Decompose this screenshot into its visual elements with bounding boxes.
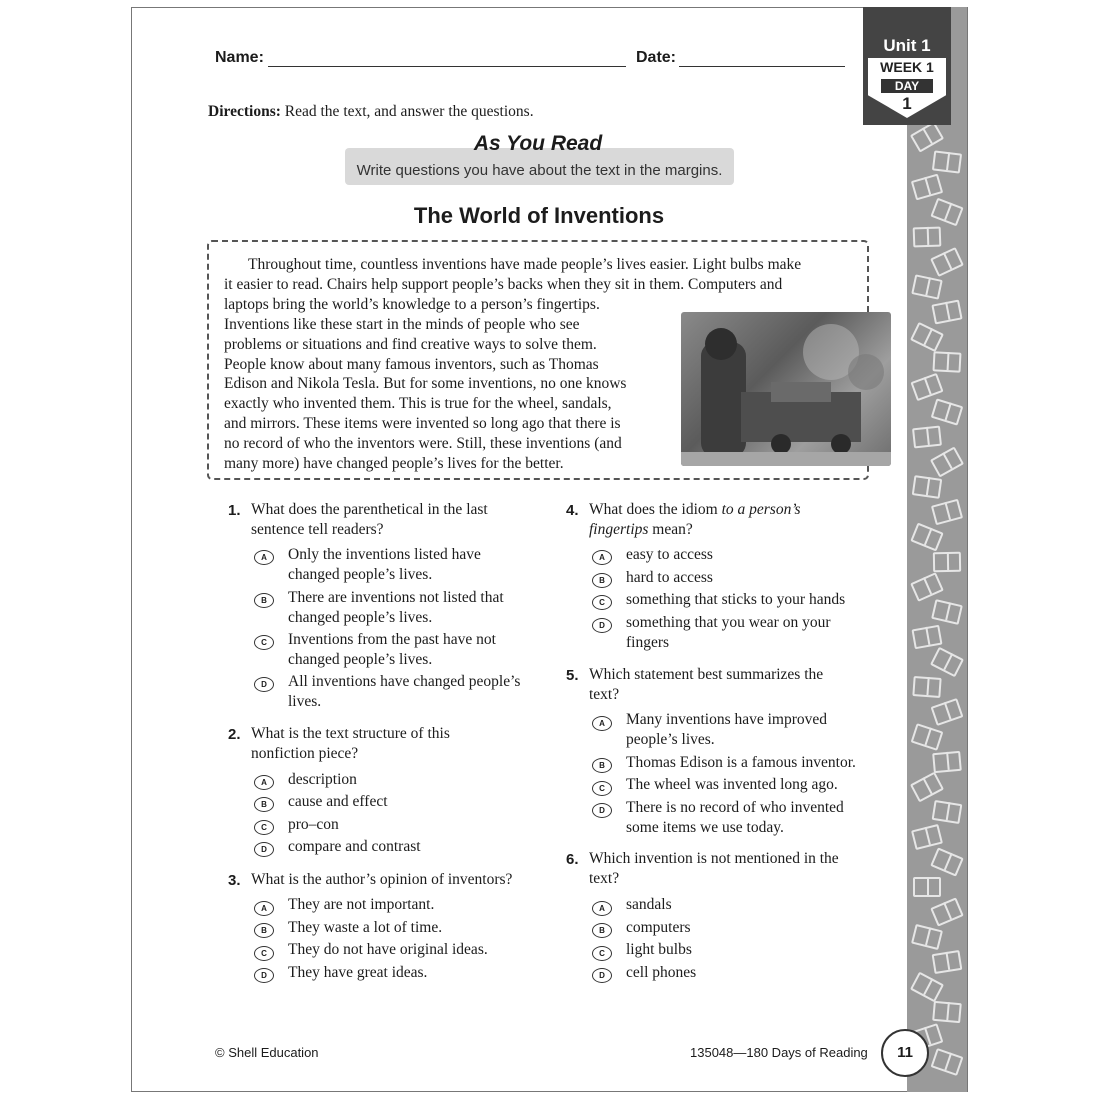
question-4-option-c-bubble[interactable]: C [592, 595, 612, 610]
question-2-option-d: compare and contrast [288, 838, 421, 855]
book-pattern-icon [932, 800, 963, 824]
question-1-option-c: Inventions from the past have not [288, 631, 496, 648]
book-pattern-icon [912, 676, 941, 698]
passage-line: no record of who the inventors were. Still, these inventions (and [224, 435, 622, 452]
question-5-option-a: Many inventions have improved [626, 711, 828, 728]
question-5-option-a: people’s lives. [626, 731, 715, 748]
book-pattern-strip [907, 7, 967, 1092]
week-label: WEEK 1 [880, 59, 934, 75]
question-5-number: 5. [566, 667, 579, 684]
book-pattern-icon [930, 247, 964, 277]
question-2-option-a: description [288, 771, 357, 788]
passage-line: exactly who invented them. This is true for the wheel, sandals, [224, 395, 612, 412]
question-4-option-b: hard to access [626, 569, 713, 586]
question-1-option-b: changed people’s lives. [288, 609, 433, 626]
unit-tab [863, 7, 951, 125]
question-1-number: 1. [228, 502, 241, 519]
question-6-number: 6. [566, 851, 579, 868]
question-4-idiom: to a person’s [721, 501, 801, 518]
day-label: DAY [881, 79, 933, 93]
question-1-option-a: Only the inventions listed have [288, 546, 481, 563]
passage-line: many more) have changed people’s lives for the better. [224, 455, 564, 472]
question-4-option-b-bubble[interactable]: B [592, 573, 612, 588]
question-6-option-a: sandals [626, 896, 672, 913]
question-4-option-d: fingers [626, 634, 670, 651]
book-pattern-icon [930, 446, 964, 477]
passage-title: The World of Inventions [413, 203, 665, 228]
question-4-text-part: mean? [648, 521, 693, 538]
page-number: 11 [881, 1029, 929, 1077]
book-pattern-icon [932, 351, 961, 372]
question-6-option-b: computers [626, 919, 691, 936]
date-label: Date: [636, 49, 677, 66]
question-5-option-b: Thomas Edison is a famous inventor. [626, 754, 856, 771]
question-2-text: nonfiction piece? [251, 745, 359, 762]
question-3-option-c-bubble[interactable]: C [254, 946, 274, 961]
as-you-read-title: As You Read [473, 132, 603, 155]
question-3-option-a-bubble[interactable]: A [254, 901, 274, 916]
book-pattern-icon [910, 572, 944, 602]
passage-line: Throughout time, countless inventions have made people’s lives easier. Light bulbs make [248, 256, 802, 273]
question-3-number: 3. [228, 872, 241, 889]
directions-text: Read the text, and answer the questions. [284, 103, 534, 120]
book-pattern-icon [931, 300, 962, 325]
question-1-option-a-bubble[interactable]: A [254, 550, 274, 565]
book-pattern-icon [911, 625, 942, 650]
question-6-option-d-bubble[interactable]: D [592, 968, 612, 983]
question-5-text: text? [589, 686, 620, 703]
question-1-text: What does the parenthetical in the last [251, 501, 488, 518]
question-4-option-d-bubble[interactable]: D [592, 618, 612, 633]
question-2-text: What is the text structure of this [251, 725, 450, 742]
question-4-option-c: something that sticks to your hands [626, 591, 846, 608]
passage-line: People know about many famous inventors, such as Thomas [224, 356, 599, 373]
question-3-option-d: They have great ideas. [288, 964, 428, 981]
question-4-text [589, 521, 693, 539]
passage-line: it easier to read. Chairs help support people’s backs when they sit in them. Computers and [224, 276, 783, 293]
footer-product: 135048—180 Days of Reading [690, 1045, 868, 1060]
book-pattern-icon [912, 475, 943, 499]
name-field[interactable] [268, 66, 626, 67]
book-pattern-icon [930, 847, 964, 876]
question-6-option-c-bubble[interactable]: C [592, 946, 612, 961]
question-2-option-b: cause and effect [288, 793, 388, 810]
question-1-option-c: changed people’s lives. [288, 651, 433, 668]
question-1-option-d: lives. [288, 693, 322, 710]
passage-line: and mirrors. These items were invented so long ago that there is [224, 415, 621, 432]
question-2-option-a-bubble[interactable]: A [254, 775, 274, 790]
question-3-option-c: They do not have original ideas. [288, 941, 488, 958]
question-6-option-c: light bulbs [626, 941, 692, 958]
book-pattern-icon [910, 522, 943, 551]
book-pattern-icon [931, 698, 964, 726]
book-pattern-icon [911, 924, 943, 950]
question-5-option-d: some items we use today. [626, 819, 784, 836]
question-3-option-a: They are not important. [288, 896, 435, 913]
book-pattern-icon [931, 398, 964, 425]
question-5-option-d-bubble[interactable]: D [592, 803, 612, 818]
book-pattern-icon [910, 373, 943, 401]
book-pattern-icon [911, 174, 943, 201]
directions-label: Directions: [208, 103, 281, 120]
question-2-option-d-bubble[interactable]: D [254, 842, 274, 857]
question-2-option-c: pro–con [288, 816, 339, 833]
footer-copyright: © Shell Education [215, 1045, 319, 1060]
question-5-option-d: There is no record of who invented [626, 799, 844, 816]
photo-illustration [681, 312, 891, 466]
question-6-option-d: cell phones [626, 964, 697, 981]
question-2-option-b-bubble[interactable]: B [254, 797, 274, 812]
question-5-option-b-bubble[interactable]: B [592, 758, 612, 773]
question-4-text-part: What does the idiom [589, 501, 722, 518]
book-pattern-icon [932, 1001, 962, 1023]
book-pattern-icon [913, 877, 941, 897]
question-3-text: What is the author’s opinion of inventors? [251, 871, 513, 888]
book-pattern-icon [910, 772, 944, 803]
question-3-option-b-bubble[interactable]: B [254, 923, 274, 938]
book-pattern-icon [930, 647, 964, 678]
book-pattern-icon [931, 1048, 964, 1076]
question-4-option-a: easy to access [626, 546, 713, 563]
book-pattern-icon [931, 599, 963, 625]
book-pattern-icon [932, 950, 963, 974]
question-6-text: Which invention is not mentioned in the [589, 850, 839, 867]
question-1-option-d: All inventions have changed people’s [288, 673, 521, 690]
question-5-text: Which statement best summarizes the [589, 666, 824, 683]
question-1-option-c-bubble[interactable]: C [254, 635, 274, 650]
day-number: 1 [902, 94, 912, 113]
passage-line: laptops bring the world’s knowledge to a person’s fingertips. [224, 296, 600, 313]
passage-line: problems or situations and find creative ways to solve them. [224, 336, 597, 353]
question-6-option-b-bubble[interactable]: B [592, 923, 612, 938]
book-pattern-icon [931, 499, 963, 526]
question-4-option-a-bubble[interactable]: A [592, 550, 612, 565]
directions [208, 103, 534, 121]
question-6-option-a-bubble[interactable]: A [592, 901, 612, 916]
name-label: Name: [215, 49, 264, 66]
book-pattern-icon [911, 824, 943, 850]
question-4-text [589, 501, 801, 519]
book-pattern-icon [910, 972, 944, 1003]
question-1-option-b: There are inventions not listed that [288, 589, 504, 606]
book-pattern-icon [913, 227, 942, 248]
book-pattern-icon [911, 274, 943, 299]
question-5-option-c: The wheel was invented long ago. [626, 776, 838, 793]
passage-line: Inventions like these start in the minds of people who see [224, 316, 580, 333]
book-pattern-icon [932, 751, 962, 773]
question-5-option-a-bubble[interactable]: A [592, 716, 612, 731]
book-pattern-icon [930, 897, 964, 926]
passage-line: Edison and Nikola Tesla. But for some inventions, no one knows [224, 375, 627, 392]
question-4-number: 4. [566, 502, 579, 519]
book-pattern-icon [912, 426, 942, 449]
inventor-photo [681, 312, 891, 466]
question-3-option-b: They waste a lot of time. [288, 919, 443, 936]
question-1-option-d-bubble[interactable]: D [254, 677, 274, 692]
unit-label: Unit 1 [883, 36, 931, 55]
book-pattern-icon [933, 552, 961, 572]
question-3-option-d-bubble[interactable]: D [254, 968, 274, 983]
date-field[interactable] [679, 66, 845, 67]
question-1-text: sentence tell readers? [251, 521, 384, 538]
as-you-read-text: Write questions you have about the text in the margins. [356, 162, 723, 179]
question-2-number: 2. [228, 726, 241, 743]
question-2-option-c-bubble[interactable]: C [254, 820, 274, 835]
question-1-option-a: changed people’s lives. [288, 566, 433, 583]
book-pattern-icon [910, 322, 944, 352]
question-1-option-b-bubble[interactable]: B [254, 593, 274, 608]
book-pattern-icon [911, 723, 944, 751]
question-4-option-d: something that you wear on your [626, 614, 831, 631]
question-4-idiom: fingertips [589, 521, 649, 538]
question-6-text: text? [589, 870, 620, 887]
question-5-option-c-bubble[interactable]: C [592, 781, 612, 796]
